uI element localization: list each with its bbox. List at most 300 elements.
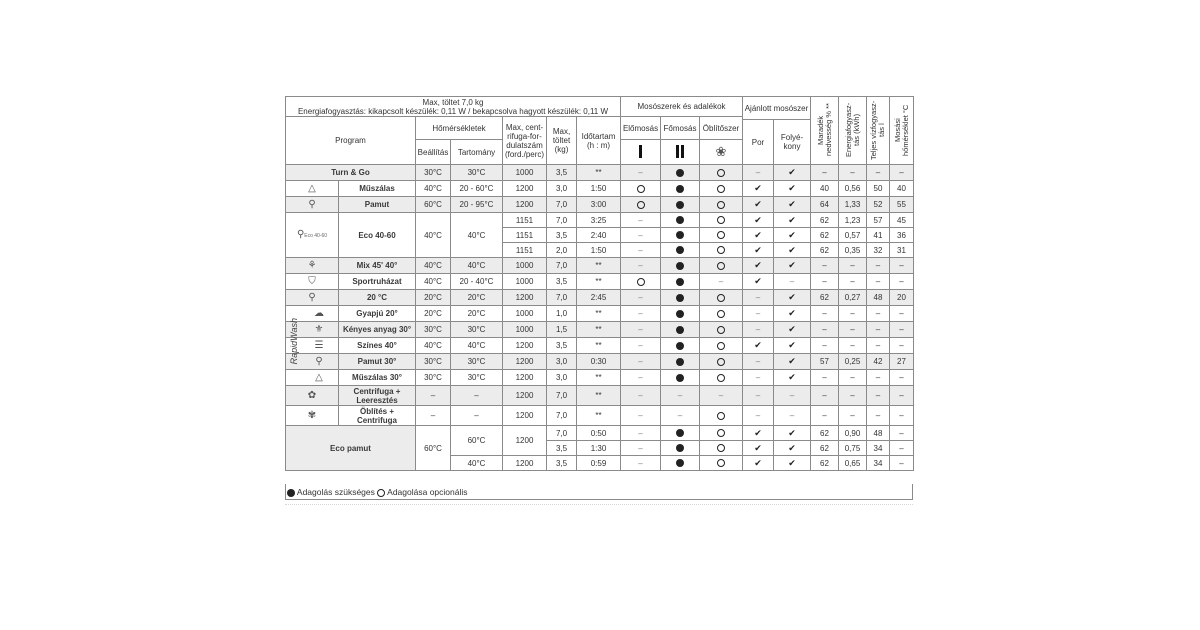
moisture-cell: 64 xyxy=(811,197,839,213)
setting-cell: 40°C xyxy=(416,181,451,197)
liquid-cell xyxy=(774,290,811,306)
load-cell: 3,5 xyxy=(547,274,577,290)
dash: – xyxy=(755,325,761,334)
program-name: Eco 40-60 xyxy=(339,213,416,258)
washtemp-cell: – xyxy=(890,274,914,290)
table-row xyxy=(286,406,914,426)
moisture-cell: – xyxy=(811,370,839,386)
softener-header: Öblítőszer xyxy=(700,117,743,140)
required-dot-icon xyxy=(676,169,684,177)
softener-cell xyxy=(700,181,743,197)
dash: – xyxy=(789,391,795,400)
energy-cell: – xyxy=(839,338,867,354)
mainwash-cell xyxy=(661,406,700,426)
spin-cell: 1200 xyxy=(503,338,547,354)
spin-cell: 1200 xyxy=(503,181,547,197)
check-icon: ✔ xyxy=(788,244,796,255)
required-dot-icon xyxy=(676,246,684,254)
liquid-cell xyxy=(774,228,811,243)
program-name: Színes 40° xyxy=(339,338,416,354)
softener-cell xyxy=(700,354,743,370)
water-cell: 34 xyxy=(867,441,890,456)
powder-cell xyxy=(743,322,774,338)
check-icon: ✔ xyxy=(754,244,762,255)
softener-cell xyxy=(700,243,743,258)
dash: – xyxy=(755,168,761,177)
water-cell: – xyxy=(867,165,890,181)
check-icon: ✔ xyxy=(788,308,796,318)
duration-cell: ** xyxy=(577,274,621,290)
range-cell: 20 - 40°C xyxy=(451,274,503,290)
table-row xyxy=(286,165,914,181)
liquid-cell xyxy=(774,426,811,441)
powder-cell xyxy=(743,274,774,290)
moisture-cell: 57 xyxy=(811,354,839,370)
mainwash-cell xyxy=(661,274,700,290)
energy-cell: – xyxy=(839,386,867,406)
optional-ring-icon xyxy=(717,444,725,452)
program-name: Öblítés + Centrifuga xyxy=(339,406,416,426)
prewash-cell xyxy=(621,456,661,471)
check-icon: ✔ xyxy=(788,260,796,270)
dash: – xyxy=(789,411,795,420)
moisture-cell: 62 xyxy=(811,441,839,456)
water-cell: 52 xyxy=(867,197,890,213)
prewash-cell xyxy=(621,274,661,290)
spin-cell: 1200 xyxy=(503,290,547,306)
energy-cell: 0,65 xyxy=(839,456,867,471)
energy-cell: – xyxy=(839,406,867,426)
spin-cell: 1200 xyxy=(503,406,547,426)
required-dot-icon xyxy=(676,294,684,302)
moisture-cell: 62 xyxy=(811,290,839,306)
load-cell: 7,0 xyxy=(547,426,577,441)
softener-cell xyxy=(700,213,743,228)
dash: – xyxy=(638,261,643,270)
mainwash-cell xyxy=(661,243,700,258)
load-cell: 7,0 xyxy=(547,258,577,274)
moisture-cell: 62 xyxy=(811,213,839,228)
washtemp-cell: – xyxy=(890,386,914,406)
spin-cell: 1200 xyxy=(503,386,547,406)
moisture-cell: – xyxy=(811,406,839,426)
powder-cell xyxy=(743,165,774,181)
energy-cell: 0,25 xyxy=(839,354,867,370)
required-dot-icon xyxy=(676,310,684,318)
duration-cell: ** xyxy=(577,406,621,426)
prewash-cell xyxy=(621,370,661,386)
rinse-spin-icon: ✾ xyxy=(286,406,339,426)
prewash-cell xyxy=(621,165,661,181)
dash: – xyxy=(638,245,643,255)
prewash-cell xyxy=(621,213,661,228)
table-row xyxy=(286,354,914,370)
prewash-header: Előmosás xyxy=(621,117,661,140)
program-name: Eco pamut xyxy=(286,426,416,471)
table-row xyxy=(286,426,914,441)
energy-cell: – xyxy=(839,322,867,338)
dash: – xyxy=(677,411,683,420)
table-row xyxy=(286,322,914,338)
range-cell: 40°C xyxy=(451,456,503,471)
duration-cell: ** xyxy=(577,386,621,406)
powder-cell xyxy=(743,386,774,406)
energy-cell: – xyxy=(839,165,867,181)
wool-icon: ☁ xyxy=(286,306,339,322)
powder-cell xyxy=(743,441,774,456)
liquid-cell xyxy=(774,354,811,370)
dash: – xyxy=(638,373,643,382)
dash: – xyxy=(638,309,643,318)
program-name: Sportruházat xyxy=(339,274,416,290)
load-cell: 3,0 xyxy=(547,370,577,386)
mainwash-cell xyxy=(661,370,700,386)
setting-cell: 30°C xyxy=(416,354,451,370)
optional-ring-icon xyxy=(717,246,725,254)
table-row xyxy=(286,258,914,274)
water-cell: – xyxy=(867,386,890,406)
spin-cell: 1000 xyxy=(503,306,547,322)
capacity-header xyxy=(286,97,621,117)
powder-cell xyxy=(743,456,774,471)
divider xyxy=(285,504,913,509)
powder-cell xyxy=(743,290,774,306)
powder-cell xyxy=(743,354,774,370)
setting-cell: 40°C xyxy=(416,258,451,274)
mainwash-cell xyxy=(661,322,700,338)
dash: – xyxy=(755,391,761,400)
duration-cell: ** xyxy=(577,370,621,386)
optional-ring-icon xyxy=(717,185,725,193)
water-cell: – xyxy=(867,370,890,386)
range-cell: 20°C xyxy=(451,290,503,306)
dash: – xyxy=(789,277,795,286)
spin-header: Max, cent-rifuga-for-dulatszám (ford./perc) xyxy=(503,117,547,165)
water-cell: – xyxy=(867,406,890,426)
prewash-cell xyxy=(621,258,661,274)
optional-ring-icon xyxy=(377,489,385,497)
legend-required: Adagolás szükséges xyxy=(296,487,375,497)
optional-ring-icon xyxy=(717,412,725,420)
duration-cell: 0:30 xyxy=(577,354,621,370)
energy-cell: 0,90 xyxy=(839,426,867,441)
dash: – xyxy=(638,325,643,334)
prewash-cell xyxy=(621,426,661,441)
softener-cell xyxy=(700,197,743,213)
liquid-cell xyxy=(774,165,811,181)
load-cell: 7,0 xyxy=(547,290,577,306)
dash: – xyxy=(638,215,643,225)
moisture-cell: 62 xyxy=(811,456,839,471)
moisture-cell: – xyxy=(811,338,839,354)
dash: – xyxy=(638,341,643,350)
liquid-header: Folyé-kony xyxy=(774,120,811,165)
energy-cell: – xyxy=(839,370,867,386)
dash: – xyxy=(638,411,643,420)
duration-cell: ** xyxy=(577,258,621,274)
liquid-cell xyxy=(774,456,811,471)
load-cell: 3,5 xyxy=(547,338,577,354)
spin-cell: 1200 xyxy=(503,370,547,386)
required-dot-icon xyxy=(676,231,684,239)
dash: – xyxy=(638,391,643,400)
setting-cell: 40°C xyxy=(416,274,451,290)
energy-cell: – xyxy=(839,274,867,290)
optional-ring-icon xyxy=(717,294,725,302)
color-icon: ☰ xyxy=(286,338,339,354)
liquid-cell xyxy=(774,274,811,290)
setting-cell: 30°C xyxy=(416,370,451,386)
required-dot-icon xyxy=(676,216,684,224)
optional-ring-icon xyxy=(717,342,725,350)
load-cell: 3,0 xyxy=(547,181,577,197)
dash: – xyxy=(638,428,643,438)
optional-ring-icon xyxy=(717,201,725,209)
dash: – xyxy=(638,230,643,240)
range-cell: 20°C xyxy=(451,306,503,322)
liquid-cell xyxy=(774,213,811,228)
moisture-cell: 62 xyxy=(811,243,839,258)
check-icon: ✔ xyxy=(788,427,796,438)
check-icon: ✔ xyxy=(754,260,762,270)
prewash-cell xyxy=(621,306,661,322)
energy-cell: 0,35 xyxy=(839,243,867,258)
powder-cell xyxy=(743,370,774,386)
duration-cell: 2:40 xyxy=(577,228,621,243)
mainwash-cell xyxy=(661,456,700,471)
dash: – xyxy=(755,309,761,318)
energy-cell: – xyxy=(839,306,867,322)
load-cell: 3,5 xyxy=(547,456,577,471)
check-icon: ✔ xyxy=(788,292,796,302)
washtemp-cell: 36 xyxy=(890,228,914,243)
program-name: Pamut 30° xyxy=(339,354,416,370)
softener-cell xyxy=(700,290,743,306)
duration-cell: ** xyxy=(577,322,621,338)
optional-ring-icon xyxy=(717,216,725,224)
mainwash-cell xyxy=(661,338,700,354)
mainwash-cell xyxy=(661,426,700,441)
powder-header: Por xyxy=(743,120,774,165)
spin-cell: 1151 xyxy=(503,213,547,228)
check-icon: ✔ xyxy=(788,340,796,350)
dash: – xyxy=(638,357,643,366)
optional-ring-icon xyxy=(717,459,725,467)
duration-cell: 0:59 xyxy=(577,456,621,471)
load-cell: 3,5 xyxy=(547,228,577,243)
duration-cell: 1:30 xyxy=(577,441,621,456)
program-name: Műszálas xyxy=(339,181,416,197)
softener-cell xyxy=(700,386,743,406)
required-dot-icon xyxy=(676,358,684,366)
check-icon: ✔ xyxy=(788,356,796,366)
cold-20-icon: ⚲ xyxy=(286,290,339,306)
check-icon: ✔ xyxy=(754,457,762,468)
required-dot-icon xyxy=(676,374,684,382)
powder-cell xyxy=(743,306,774,322)
program-name: Műszálas 30° xyxy=(339,370,416,386)
moisture-cell: 62 xyxy=(811,426,839,441)
required-dot-icon xyxy=(676,201,684,209)
energy-cell: 0,27 xyxy=(839,290,867,306)
table-row xyxy=(286,213,914,228)
moisture-cell: 62 xyxy=(811,228,839,243)
synthetic-icon: △ xyxy=(286,181,339,197)
load-header: Max, töltet (kg) xyxy=(547,117,577,165)
eco-40-60-icon: ⚲Eco 40-60 xyxy=(286,213,339,258)
energy-cell: 0,56 xyxy=(839,181,867,197)
duration-cell: ** xyxy=(577,338,621,354)
prewash-cell xyxy=(621,386,661,406)
washtemp-cell: 40 xyxy=(890,181,914,197)
dash: – xyxy=(718,277,724,286)
softener-cell xyxy=(700,228,743,243)
range-cell: 60°C xyxy=(451,426,503,456)
check-icon: ✔ xyxy=(754,199,762,209)
spin-cell: 1200 xyxy=(503,426,547,456)
softener-cell xyxy=(700,441,743,456)
moisture-cell: 40 xyxy=(811,181,839,197)
dash: – xyxy=(638,293,643,302)
washtemp-cell: – xyxy=(890,165,914,181)
check-icon: ✔ xyxy=(788,324,796,334)
washtemp-cell: 27 xyxy=(890,354,914,370)
liquid-cell xyxy=(774,370,811,386)
optional-ring-icon xyxy=(717,429,725,437)
liquid-cell xyxy=(774,306,811,322)
powder-cell xyxy=(743,426,774,441)
program-name: Turn & Go xyxy=(286,165,416,181)
detergents-header: Mosószerek és adalékok xyxy=(621,97,743,117)
program-name: Centrifuga + Leeresztés xyxy=(339,386,416,406)
energy-consumption-title: Energiafogyasztás: kikapcsolt készülék: 0,11 W / bekapcsolva hagyott készülék: 0,11 W xyxy=(297,106,609,116)
sportswear-icon: ⛉ xyxy=(286,274,339,290)
optional-ring-icon xyxy=(637,201,645,209)
mainwash-compartment-icon xyxy=(661,140,700,165)
softener-cell xyxy=(700,274,743,290)
load-cell: 2,0 xyxy=(547,243,577,258)
check-icon: ✔ xyxy=(788,457,796,468)
max-load-title: Max, töltet 7,0 kg xyxy=(422,97,484,107)
setting-cell: 30°C xyxy=(416,165,451,181)
water-cell: 34 xyxy=(867,456,890,471)
moisture-cell: – xyxy=(811,386,839,406)
washtemp-cell: – xyxy=(890,426,914,441)
prewash-cell xyxy=(621,322,661,338)
prewash-cell xyxy=(621,354,661,370)
program-name: 20 °C xyxy=(339,290,416,306)
prewash-cell xyxy=(621,290,661,306)
dash: – xyxy=(755,373,761,382)
moisture-cell: – xyxy=(811,306,839,322)
range-cell: 30°C xyxy=(451,370,503,386)
softener-cell xyxy=(700,370,743,386)
softener-cell xyxy=(700,338,743,354)
water-cell: – xyxy=(867,306,890,322)
water-cell: 32 xyxy=(867,243,890,258)
check-icon: ✔ xyxy=(754,340,762,350)
table-row xyxy=(286,181,914,197)
dash: – xyxy=(755,293,761,302)
load-cell: 1,5 xyxy=(547,322,577,338)
program-name: Pamut xyxy=(339,197,416,213)
table-row xyxy=(286,386,914,406)
powder-cell xyxy=(743,338,774,354)
check-icon: ✔ xyxy=(788,199,796,209)
softener-cell xyxy=(700,258,743,274)
duration-cell: 3:00 xyxy=(577,197,621,213)
dash: – xyxy=(638,443,643,453)
mainwash-cell xyxy=(661,228,700,243)
range-header: Tartomány xyxy=(451,140,503,165)
required-dot-icon xyxy=(676,459,684,467)
washtemp-cell: – xyxy=(890,338,914,354)
range-cell: 40°C xyxy=(451,338,503,354)
check-icon: ✔ xyxy=(754,229,762,240)
load-cell: 7,0 xyxy=(547,213,577,228)
duration-header: Időtartam (h : m) xyxy=(577,117,621,165)
range-cell: – xyxy=(451,386,503,406)
check-icon: ✔ xyxy=(788,167,796,177)
check-icon: ✔ xyxy=(754,276,762,286)
program-table xyxy=(285,96,914,471)
water-header: Teljes vízfogyasz-tás l xyxy=(867,97,890,165)
required-dot-icon xyxy=(676,444,684,452)
powder-cell xyxy=(743,213,774,228)
energy-cell: 0,57 xyxy=(839,228,867,243)
load-cell: 7,0 xyxy=(547,406,577,426)
range-cell: 30°C xyxy=(451,165,503,181)
rapidwash-label: RapidWash xyxy=(289,318,299,365)
spin-cell: 1151 xyxy=(503,228,547,243)
powder-cell xyxy=(743,228,774,243)
range-cell: 40°C xyxy=(451,258,503,274)
water-cell: 57 xyxy=(867,213,890,228)
setting-cell: 60°C xyxy=(416,426,451,471)
mainwash-header: Főmosás xyxy=(661,117,700,140)
check-icon: ✔ xyxy=(788,229,796,240)
dash: – xyxy=(677,391,683,400)
washtemp-cell: – xyxy=(890,456,914,471)
water-cell: 50 xyxy=(867,181,890,197)
mainwash-cell xyxy=(661,165,700,181)
optional-ring-icon xyxy=(637,185,645,193)
prewash-cell xyxy=(621,243,661,258)
spin-cell: 1151 xyxy=(503,243,547,258)
liquid-cell xyxy=(774,197,811,213)
temps-header: Hőmérsékletek xyxy=(416,117,503,140)
program-name: Kényes anyag 30° xyxy=(339,322,416,338)
setting-cell: 20°C xyxy=(416,306,451,322)
range-cell: 30°C xyxy=(451,322,503,338)
mainwash-cell xyxy=(661,181,700,197)
dash: – xyxy=(638,168,643,177)
washtemp-cell: – xyxy=(890,258,914,274)
range-cell: 30°C xyxy=(451,354,503,370)
duration-cell: 2:45 xyxy=(577,290,621,306)
setting-cell: – xyxy=(416,386,451,406)
dash: – xyxy=(718,391,724,400)
powder-cell xyxy=(743,258,774,274)
range-cell: – xyxy=(451,406,503,426)
prewash-cell xyxy=(621,181,661,197)
check-icon: ✔ xyxy=(754,427,762,438)
washtemp-header: Mosási hőmérséklet °C xyxy=(890,97,914,165)
optional-ring-icon xyxy=(717,262,725,270)
legend xyxy=(285,484,913,500)
softener-cell xyxy=(700,165,743,181)
prewash-compartment-icon xyxy=(621,140,661,165)
